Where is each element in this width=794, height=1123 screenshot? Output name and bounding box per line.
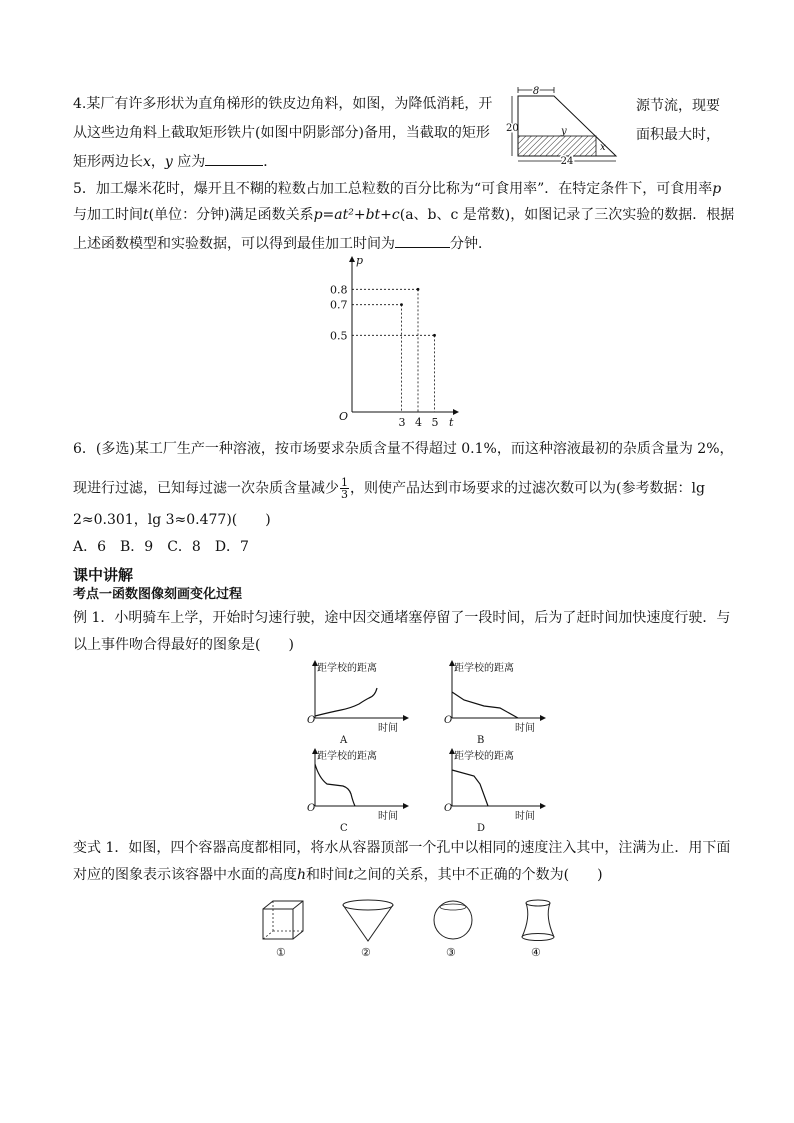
origin-label: O	[339, 410, 349, 423]
data-point-0	[400, 303, 403, 306]
data-point-2	[433, 334, 436, 337]
graph-a	[303, 660, 413, 745]
left-dim-label: 20	[506, 123, 519, 134]
graph-c-letter: C	[340, 823, 348, 833]
svg-text:O: O	[307, 803, 316, 814]
section-heading: 课中讲解	[73, 566, 134, 584]
var1-line1: 变式 1．如图，四个容器高度都相同，将水从容器顶部一个孔中以相同的速度注入其中，注满为止．用下面	[73, 840, 731, 856]
var1-line2: 对应的图象表示该容器中水面的高度h和时间t之间的关系，其中不正确的个数为( )	[73, 867, 603, 883]
cube-container	[263, 901, 303, 939]
x-tick-label-2: 5	[431, 416, 439, 429]
label-3: ③	[446, 946, 456, 959]
graph-d-curve	[452, 770, 488, 806]
graph-c	[303, 748, 413, 833]
q4-line2-end: 面积最大时，	[636, 127, 720, 143]
x-label: x	[600, 142, 606, 153]
graph-a-ylabel: 距学校的距离	[317, 663, 377, 674]
q5-line1: 5．加工爆米花时，爆开且不糊的粒数占加工总粒数的百分比称为“可食用率”．在特定条件下，可食用率p	[73, 181, 722, 197]
y-axis-arrow	[349, 256, 355, 262]
svg-text:O: O	[444, 715, 453, 726]
graph-b-letter: B	[477, 735, 485, 745]
svg-text:O: O	[444, 803, 453, 814]
answer-blank[interactable]	[205, 151, 263, 166]
q5-chart	[325, 252, 465, 432]
fraction-one-third: $\frac{1}{3}$	[341, 476, 348, 501]
section-subheading: 考点一函数图像刻画变化过程	[73, 587, 243, 602]
y-label: y	[561, 126, 567, 137]
q6-options: A．6 B．9 C．8 D．7	[73, 539, 249, 555]
q5-line2: 与加工时间t(单位：分钟)满足函数关系p=at²+bt+c(a、b、c 是常数)，如图记录了三次实验的数据．根据	[73, 207, 735, 223]
graph-d-letter: D	[477, 823, 486, 833]
y-axis-label: p	[356, 254, 364, 267]
svg-text:时间: 时间	[515, 811, 535, 822]
data-point-1	[417, 288, 420, 291]
svg-text:距学校的距离: 距学校的距离	[317, 751, 377, 762]
y-tick-label-1: 0.7	[330, 298, 348, 312]
q4-line1-end: 源节流，现要	[636, 98, 720, 114]
q6-line3: 2≈0.301，lg 3≈0.477)( )	[73, 512, 271, 528]
answer-blank[interactable]	[395, 233, 450, 248]
q4-line1: 4.某厂有许多形状为直角梯形的铁皮边角料，如图，为降低消耗，开	[73, 96, 493, 112]
shaded-rectangle	[518, 136, 596, 156]
x-axis-arrow	[453, 409, 459, 415]
y-tick-label-2: 0.5	[330, 329, 348, 343]
svg-text:O: O	[307, 715, 316, 726]
cone-container	[343, 900, 393, 941]
x-tick-label-0: 3	[398, 416, 406, 429]
y-tick-label-0: 0.8	[330, 283, 348, 297]
q6-line1: 6．(多选)某工厂生产一种溶液，按市场要求杂质含量不得超过 0.1%，而这种溶液最初的杂质含量为 2%，	[73, 441, 734, 457]
containers-figure	[255, 895, 555, 960]
x-tick-label-1: 4	[415, 416, 422, 429]
trapezoid-figure	[504, 84, 624, 164]
ex1-line2: 以上事件吻合得最好的图象是( )	[73, 637, 294, 653]
x-axis-label: t	[449, 416, 454, 429]
svg-text:距学校的距离: 距学校的距离	[454, 751, 514, 762]
graph-a-letter: A	[340, 735, 348, 745]
graph-c-curve	[315, 764, 355, 806]
vase-container	[522, 900, 554, 941]
label-2: ②	[361, 946, 371, 959]
ex1-line1: 例 1．小明骑车上学，开始时匀速行驶，途中因交通堵塞停留了一段时间，后为了赶时间加快速度行驶．与	[73, 610, 731, 626]
svg-text:距学校的距离: 距学校的距离	[454, 663, 514, 674]
q6-line2: 现进行过滤，已知每过滤一次杂质含量减少 $\frac{1}{3}$ ，则使产品达到市场要求的过滤次数可以为(参考数据：lg	[73, 476, 705, 501]
q4-line3: 矩形两边长x，y 应为 ．	[73, 151, 277, 171]
top-dim-label: 8	[532, 86, 540, 97]
bottom-dim-label: 24	[560, 156, 574, 164]
graph-b-curve	[452, 692, 518, 718]
graph-b	[440, 660, 550, 745]
svg-text:时间: 时间	[515, 723, 535, 734]
svg-text:时间: 时间	[378, 811, 398, 822]
svg-text:时间: 时间	[378, 723, 398, 734]
graph-a-curve	[315, 688, 377, 716]
q4-line2: 从这些边角料上截取矩形铁片(如图中阴影部分)备用，当截取的矩形	[73, 125, 490, 141]
q5-line3: 上述函数模型和实验数据，可以得到最佳加工时间为 分钟．	[73, 233, 492, 253]
label-4: ④	[531, 946, 541, 959]
label-1: ①	[276, 946, 286, 959]
graph-d	[440, 748, 550, 833]
sphere-container	[434, 901, 472, 939]
